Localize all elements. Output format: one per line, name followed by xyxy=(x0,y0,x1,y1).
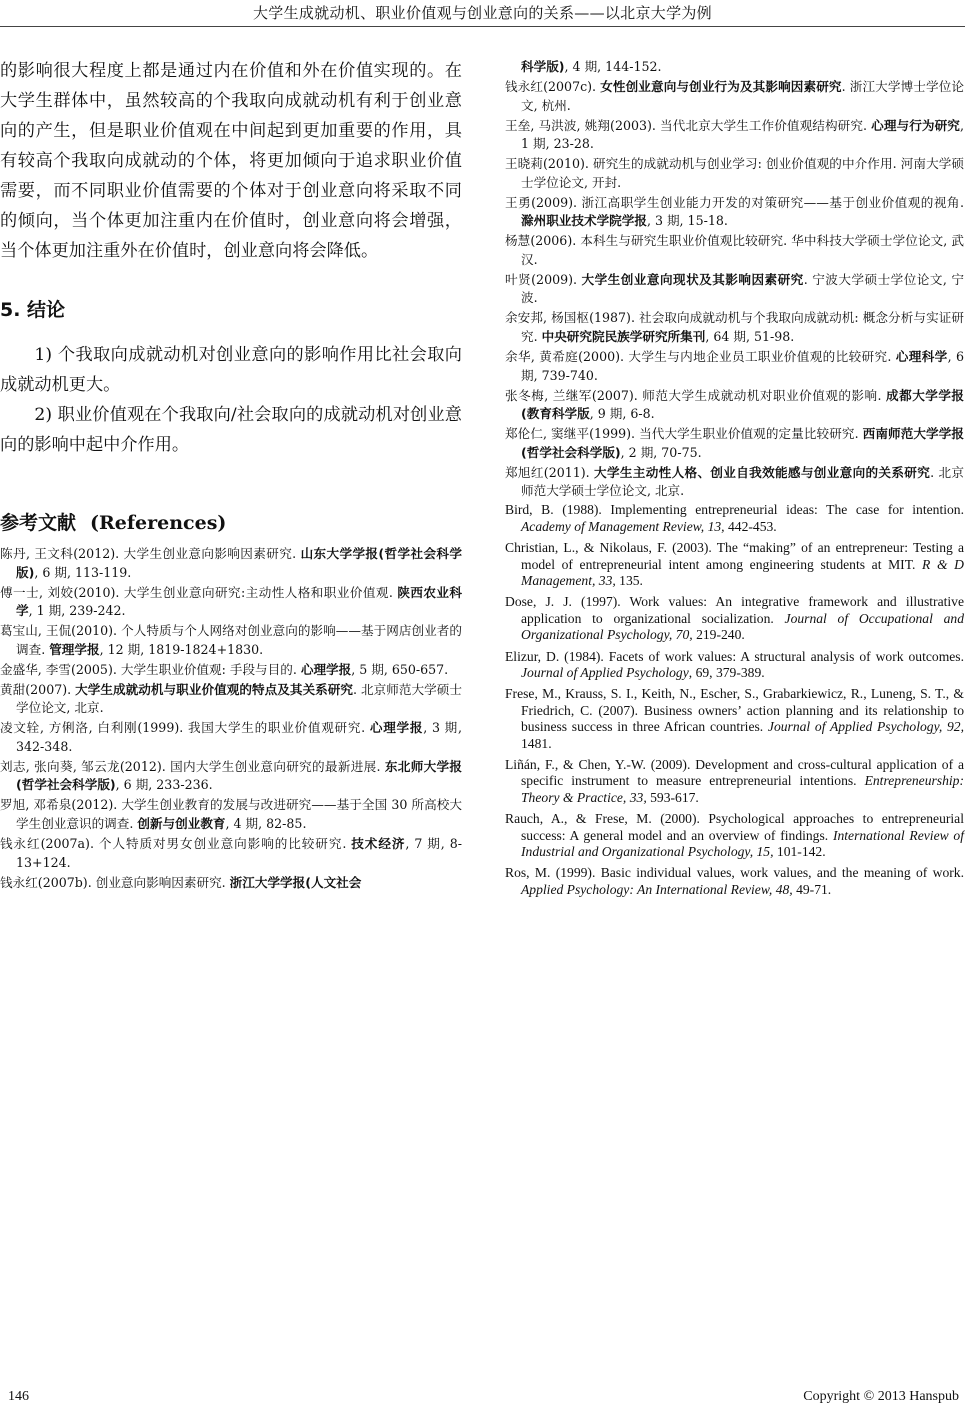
reference-pages: , 64 期, 51-98. xyxy=(705,329,795,345)
right-column xyxy=(505,58,964,903)
reference-text: 黄甜(2007). xyxy=(0,681,76,697)
reference-text: Dose, J. J. (1997). Work values: An integrative framework and illustrative application to organizational socialization. xyxy=(505,594,964,626)
reference-source: Academy of Management Review, 13, xyxy=(521,518,725,534)
reference-item xyxy=(505,232,964,269)
reference-item xyxy=(505,425,964,462)
reference-text: 钱永红(2007c). xyxy=(505,78,601,94)
reference-source: 成都大学学报(教育科学版 xyxy=(521,387,964,422)
reference-source: 心理科学 xyxy=(895,349,948,365)
running-head: 大学生成就动机、职业价值观与创业意向的关系——以北京大学为例 xyxy=(252,4,712,22)
reference-source: 心理学报 xyxy=(300,661,352,677)
reference-source: 中央研究院民族学研究所集刊 xyxy=(541,329,706,345)
reference-source: Journal of Applied Psychology, 92, xyxy=(767,719,964,735)
reference-text: Elizur, D. (1984). Facets of work values: A structural analysis of work outcomes. xyxy=(505,648,964,664)
reference-source: 心理与行为研究 xyxy=(871,117,960,133)
reference-source: 东北师大学报(哲学社会科学版) xyxy=(16,758,463,793)
reference-text: Christian, L., & Nikolaus, F. (2003). The “making” of an entrepreneur: Testing a model of entrepreneurial intent among engineering students at MIT. xyxy=(505,540,964,572)
reference-source: 科学版) xyxy=(521,59,565,74)
reference-text: Bird, B. (1988). Implementing entrepreneurial ideas: The case for intention. xyxy=(505,502,964,518)
reference-item xyxy=(0,758,462,795)
references-heading xyxy=(0,508,462,535)
reference-text: 王勇(2009). 浙江高职学生创业能力开发的对策研究——基于创业价值观的视角. xyxy=(505,194,964,210)
reference-source: Journal of Occupational and Organizational Psychology, 70, xyxy=(521,610,964,643)
reference-text: 余华, 黄希庭(2000). 大学生与内地企业员工职业价值观的比较研究. xyxy=(505,349,896,365)
reference-text: 金盛华, 李雪(2005). 大学生职业价值观: 手段与目的. xyxy=(0,661,301,677)
reference-source: 西南师范大学学报(哲学社会科学版) xyxy=(521,426,964,460)
reference-source: 滁州职业技术学院学报 xyxy=(521,213,647,229)
reference-text: 叶贤(2009). xyxy=(505,271,582,287)
reference-item xyxy=(0,835,462,872)
reference-pages: . 北京师范大学硕士学位论文, 北京. xyxy=(16,681,462,716)
reference-item xyxy=(505,649,964,682)
reference-text: 郑伦仁, 窦继平(1999). 当代大学生职业价值观的定量比较研究. xyxy=(505,426,863,442)
reference-text: 王垒, 马洪波, 姚翔(2003). 当代北京大学生工作价值观结构研究. xyxy=(505,117,872,133)
reference-pages: , 6 期, 233-236. xyxy=(115,777,213,793)
reference-item xyxy=(0,545,462,582)
reference-source: 创新与创业教育 xyxy=(137,816,226,832)
reference-item xyxy=(505,811,964,860)
reference-source: 浙江大学学报(人文社会 xyxy=(229,874,362,890)
reference-item xyxy=(505,309,964,346)
reference-pages: , 6 期, 739-740. xyxy=(521,349,964,383)
reference-item xyxy=(505,594,964,643)
body-paragraph: 的影响很大程度上都是通过内在价值和外在价值实现的。在大学生群体中，虽然较高的个我取向成就动机有利于创业意向的产生，但是职业价值观在中间起到更加重要的作用，具有较高个我取向成就动的个体，将更加倾向于追求职业价值需要，而不同职业价值需要的个体对于创业意向将采取不同的倾向，当个体更加注重内在价值时，创业意向将会增强，当个体更加注重外在价值时，创业意向将会降低。 xyxy=(0,61,462,261)
reference-source: Applied Psychology: An International Review, 48, xyxy=(521,881,793,897)
reference-item xyxy=(505,78,964,115)
reference-pages: , 2 期, 70-75. xyxy=(620,444,702,460)
reference-source: International Review of Industrial and Organizational Psychology, 15, xyxy=(521,827,965,860)
reference-source: Entrepreneurship: Theory & Practice, 33, xyxy=(521,773,964,805)
reference-pages: 442-453. xyxy=(724,518,777,534)
reference-source: 大学生创业意向现状及其影响因素研究 xyxy=(581,271,804,287)
reference-item xyxy=(0,874,462,893)
conclusion-heading: 5. 结论 xyxy=(0,299,66,321)
reference-pages: , 6 期, 113-119. xyxy=(34,564,132,580)
reference-source: Journal of Applied Psychology xyxy=(521,665,689,680)
reference-pages: . 北京师范大学硕士学位论文, 北京. xyxy=(521,464,965,499)
reference-source: 山东大学学报(哲学社会科学版) xyxy=(16,546,462,580)
reference-item xyxy=(505,271,964,308)
reference-item xyxy=(505,117,964,154)
reference-source: 心理学报 xyxy=(369,720,424,736)
reference-pages: , 5 期, 650-657. xyxy=(351,661,449,677)
references-heading-cn: 参考文献 xyxy=(0,512,77,534)
reference-pages: , 12 期, 1819-1824+1830. xyxy=(99,641,264,657)
references-heading-en: (References) xyxy=(90,512,227,534)
reference-pages: . 浙江大学博士学位论文, 杭州. xyxy=(521,78,965,113)
reference-pages: , 1 期, 239-242. xyxy=(28,603,126,619)
reference-item xyxy=(505,757,964,806)
reference-text: 王晓莉(2010). 研究生的成就动机与创业学习: 创业价值观的中介作用. 河南大学硕士学位论文, 开封. xyxy=(505,156,964,190)
reference-text: 陈丹, 王文科(2012). 大学生创业意向影响因素研究. xyxy=(0,546,301,561)
reference-pages: , 9 期, 6-8. xyxy=(589,406,655,422)
page-number: 146 xyxy=(8,1389,29,1404)
reference-item xyxy=(505,540,964,589)
reference-text: 钱永红(2007b). 创业意向影响因素研究. xyxy=(0,874,230,890)
reference-pages: 49-71. xyxy=(792,881,832,897)
conclusion-point-1: 1) 个我取向成就动机对创业意向的影响作用比社会取向成就动机更大。 xyxy=(0,345,462,395)
reference-text: 郑旭红(2011). xyxy=(505,464,595,480)
reference-list-left xyxy=(0,545,462,892)
reference-pages: , 4 期, 82-85. xyxy=(225,816,307,832)
reference-item xyxy=(505,194,964,231)
reference-text: 钱永红(2007a). 个人特质对男女创业意向影响的比较研究. xyxy=(0,836,352,852)
reference-pages: , 3 期, 15-18. xyxy=(646,213,728,229)
reference-source: 管理学报 xyxy=(49,641,100,657)
reference-pages: 135. xyxy=(615,572,643,588)
reference-pages: 593-617. xyxy=(646,789,699,805)
reference-source: 陕西农业科学 xyxy=(16,584,462,619)
reference-item xyxy=(0,622,462,659)
reference-text: Rauch, A., & Frese, M. (2000). Psychological approaches to entrepreneurial success: A general model and an overview of findings. xyxy=(505,811,964,843)
reference-source: 技术经济 xyxy=(351,836,406,852)
reference-item xyxy=(505,502,964,535)
reference-source: 大学生主动性人格、创业自我效能感与创业意向的关系研究 xyxy=(594,464,931,480)
reference-text: 傅一士, 刘姣(2010). 大学生创业意向研究:主动性人格和职业价值观. xyxy=(0,584,398,600)
copyright-notice: Copyright © 2013 Hanspub xyxy=(803,1389,959,1404)
reference-continuation xyxy=(505,58,964,77)
reference-pages: 219-240. xyxy=(692,627,745,643)
reference-pages: , 69, 379-389. xyxy=(688,665,765,680)
reference-item xyxy=(505,686,964,752)
reference-source: 大学生成就动机与职业价值观的特点及其关系研究 xyxy=(75,681,353,697)
left-column xyxy=(0,56,462,894)
reference-text: Liñán, F., & Chen, Y.-W. (2009). Development and cross-cultural application of a specific instrument to measure entrepreneurial intentions. xyxy=(505,757,964,789)
reference-pages: , 7 期, 8-13+124. xyxy=(16,836,463,870)
reference-text: Frese, M., Krauss, S. I., Keith, N., Escher, S., Grabarkiewicz, R., Luneng, S. T., & Friedrich, C. (2007). Business owners’ action planning and its relationship to business success in three African countries. xyxy=(505,686,964,735)
reference-item xyxy=(0,584,462,621)
reference-pages: , 4 期, 144-152. xyxy=(564,59,662,74)
reference-text: 葛宝山, 王侃(2010). 个人特质与个人网络对创业意向的影响——基于网店创业者的调查. xyxy=(0,623,462,657)
reference-pages: 101-142. xyxy=(773,844,826,860)
reference-pages: , 3 期, 342-348. xyxy=(16,720,463,754)
reference-item xyxy=(0,661,462,680)
reference-item xyxy=(0,796,462,833)
reference-text: 凌文辁, 方俐洛, 白利刚(1999). 我国大学生的职业价值观研究. xyxy=(0,720,370,736)
reference-text: 刘志, 张向葵, 邹云龙(2012). 国内大学生创业意向研究的最新进展. xyxy=(0,758,385,774)
reference-item xyxy=(0,681,462,718)
reference-item xyxy=(505,348,964,385)
reference-text: 张冬梅, 兰继军(2007). 师范大学生成就动机对职业价值观的影响. xyxy=(505,387,887,403)
reference-pages: . 宁波大学硕士学位论文, 宁波. xyxy=(521,271,965,306)
reference-item xyxy=(0,719,462,756)
reference-text: 杨慧(2006). 本科生与研究生职业价值观比较研究. 华中科技大学硕士学位论文, 武汉. xyxy=(505,233,964,267)
reference-text: 罗旭, 邓希泉(2012). 大学生创业教育的发展与改进研究——基于全国 30 所高校大学生创业意识的调查. xyxy=(0,797,462,832)
reference-source: R & D Management, 33, xyxy=(521,556,965,588)
reference-text: Ros, M. (1999). Basic individual values, work values, and the meaning of work. xyxy=(505,865,964,881)
reference-item xyxy=(505,387,964,424)
reference-item xyxy=(505,155,964,192)
reference-item xyxy=(505,865,964,898)
reference-item xyxy=(505,464,964,501)
reference-list-english xyxy=(505,502,964,898)
reference-pages: , 1 期, 23-28. xyxy=(521,117,965,152)
reference-source: 女性创业意向与创业行为及其影响因素研究 xyxy=(600,78,842,94)
header-rule xyxy=(0,26,965,27)
reference-text: 余安邦, 杨国枢(1987). 社会取向成就动机与个我取向成就动机: 概念分析与实证研究. xyxy=(505,310,964,345)
conclusion-point-2: 2) 职业价值观在个我取向/社会取向的成就动机对创业意向的影响中起中介作用。 xyxy=(0,405,462,455)
reference-pages: 1481. xyxy=(521,735,552,751)
reference-list-right xyxy=(505,78,964,501)
